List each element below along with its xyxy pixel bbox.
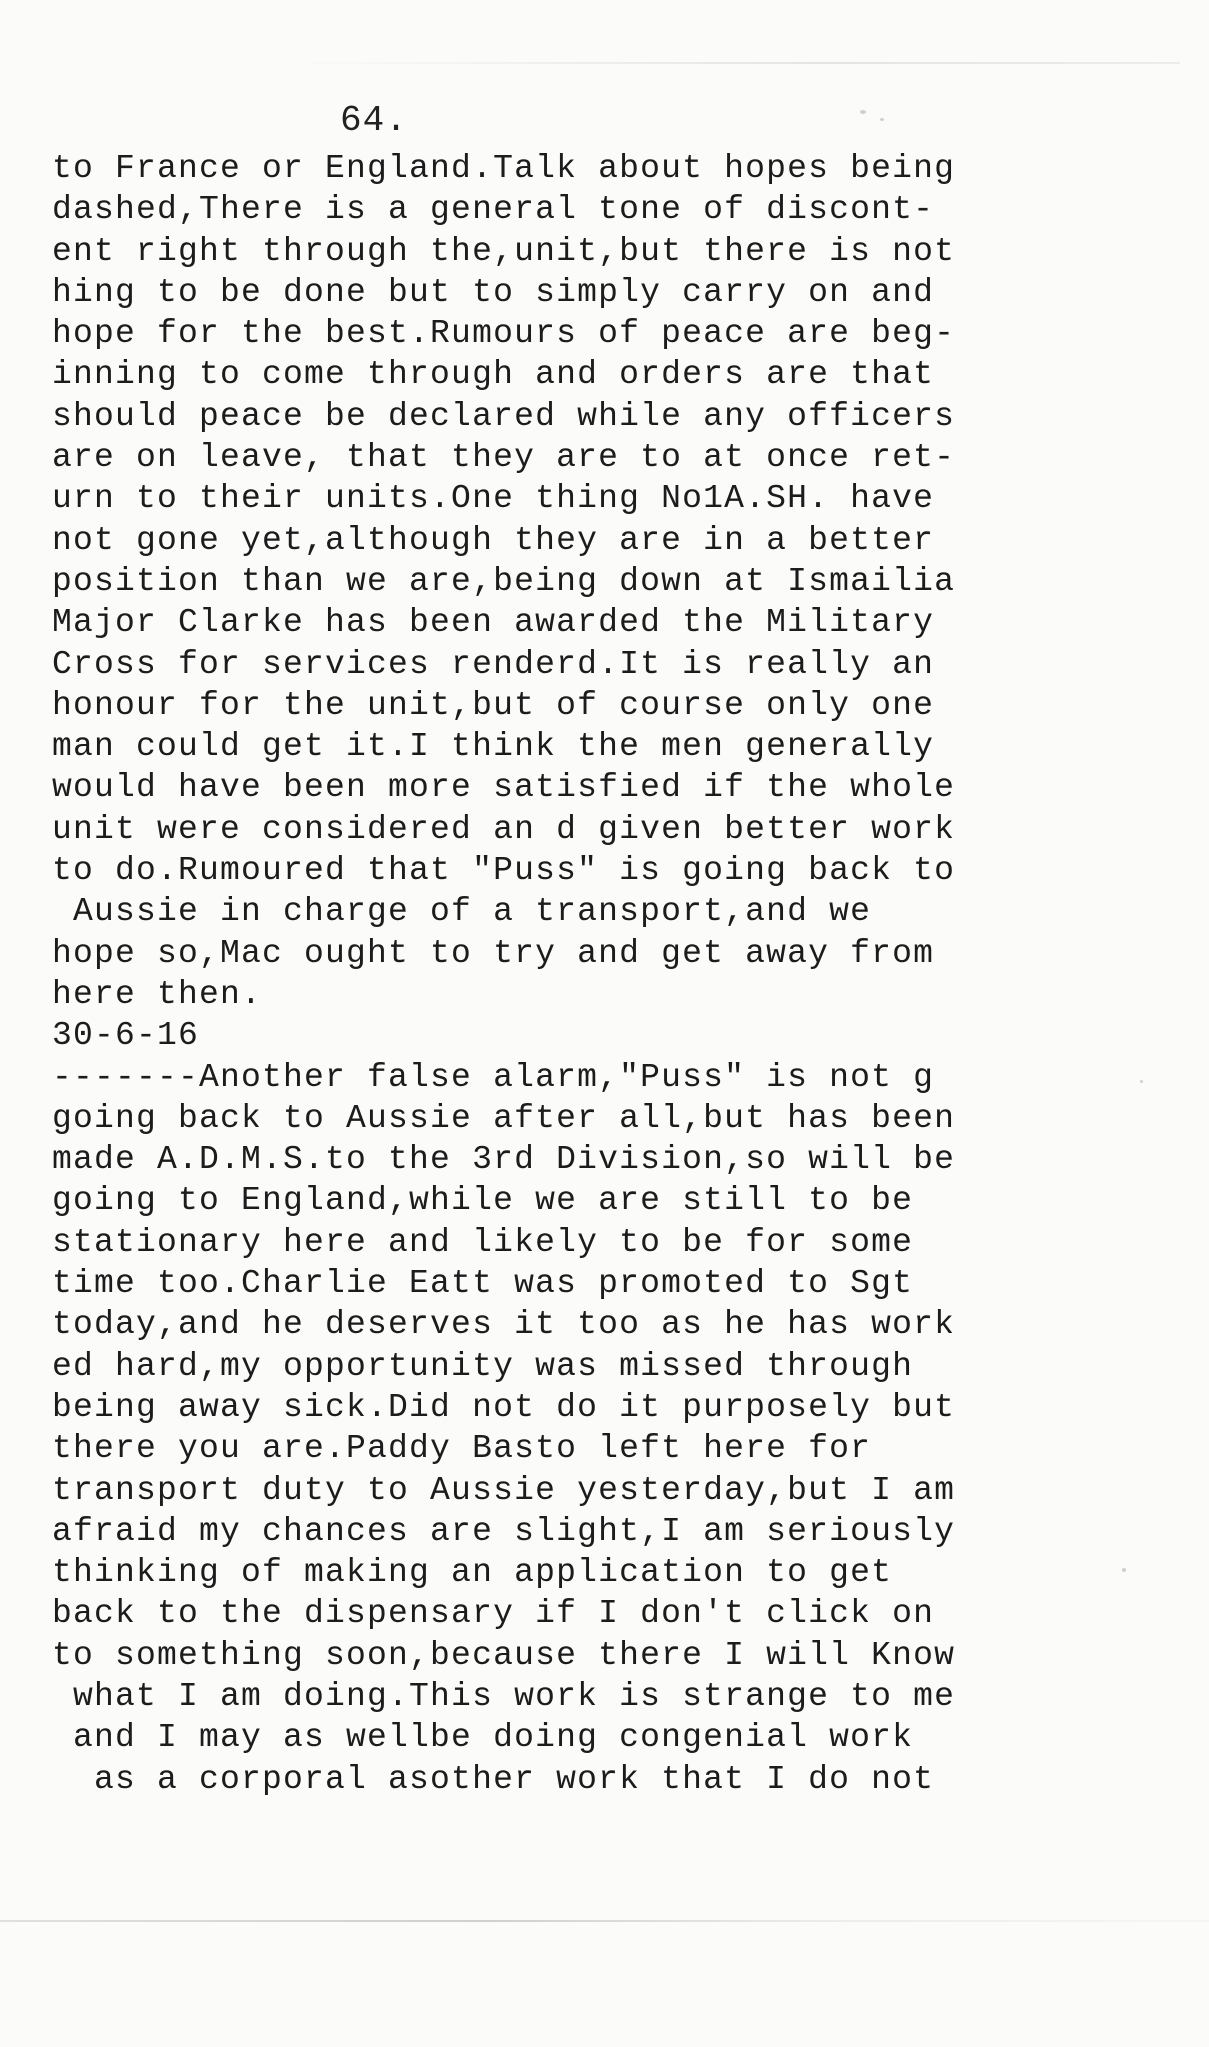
bottom-scan-edge <box>0 1920 1209 1922</box>
text-line: time too.Charlie Eatt was promoted to Sgt <box>52 1265 914 1303</box>
text-line: back to the dispensary if I don't click on <box>52 1595 935 1633</box>
text-line: urn to their units.One thing No1A.SH. have <box>52 480 935 518</box>
text-line: are on leave, that they are to at once ret- <box>52 439 956 477</box>
text-line: what I am doing.This work is strange to me <box>52 1677 956 1715</box>
text-line: Major Clarke has been awarded the Military <box>52 604 935 642</box>
text-line: afraid my chances are slight,I am seriously <box>52 1512 956 1550</box>
scan-speck <box>1122 1568 1126 1572</box>
text-line: hope for the best.Rumours of peace are beg- <box>52 315 956 353</box>
text-line: made A.D.M.S.to the 3rd Division,so will be <box>52 1141 956 1179</box>
text-line: honour for the unit,but of course only one <box>52 686 935 724</box>
text-line: ent right through the,unit,but there is not <box>52 232 956 270</box>
scan-speck <box>880 118 884 121</box>
text-line: Aussie in charge of a transport,and we <box>52 893 872 931</box>
text-line: unit were considered an d given better work <box>52 810 956 848</box>
text-line: not gone yet,although they are in a better <box>52 521 935 559</box>
text-line: as a corporal asother work that I do not <box>52 1760 935 1798</box>
text-line: dashed,There is a general tone of discont- <box>52 191 935 229</box>
text-line: hing to be done but to simply carry on and <box>52 273 935 311</box>
text-line: being away sick.Did not do it purposely but <box>52 1388 956 1426</box>
scan-speck <box>1140 1080 1143 1083</box>
diary-text <box>52 148 1192 1800</box>
scan-speck <box>860 110 866 114</box>
text-line: thinking of making an application to get <box>52 1554 893 1592</box>
text-line: should peace be declared while any officers <box>52 397 956 435</box>
text-line: going back to Aussie after all,but has been <box>52 1099 956 1137</box>
entry-date: 30-6-16 <box>52 1017 200 1055</box>
text-line: going to England,while we are still to be <box>52 1182 914 1220</box>
text-line: to France or England.Talk about hopes being <box>52 150 956 187</box>
text-line: inning to come through and orders are that <box>52 356 935 394</box>
text-line: stationary here and likely to be for some <box>52 1223 914 1261</box>
text-line: to something soon,because there I will Know <box>52 1636 956 1674</box>
top-scan-edge <box>300 62 1180 64</box>
text-line: ed hard,my opportunity was missed through <box>52 1347 914 1385</box>
text-line: here then. <box>52 975 263 1013</box>
text-line: transport duty to Aussie yesterday,but I am <box>52 1471 956 1509</box>
text-line: to do.Rumoured that "Puss" is going back to <box>52 852 956 890</box>
text-line: -------Another false alarm,"Puss" is not g <box>52 1058 935 1096</box>
text-line: and I may as wellbe doing congenial work <box>52 1719 914 1757</box>
text-line: today,and he deserves it too as he has work <box>52 1306 956 1344</box>
text-line: there you are.Paddy Basto left here for <box>52 1430 872 1468</box>
text-line: man could get it.I think the men generally <box>52 728 935 766</box>
page-number: 64. <box>340 100 408 141</box>
text-line: position than we are,being down at Ismailia <box>52 562 956 600</box>
text-line: would have been more satisfied if the whole <box>52 769 956 807</box>
text-line: hope so,Mac ought to try and get away from <box>52 934 935 972</box>
text-line: Cross for services renderd.It is really an <box>52 645 935 683</box>
